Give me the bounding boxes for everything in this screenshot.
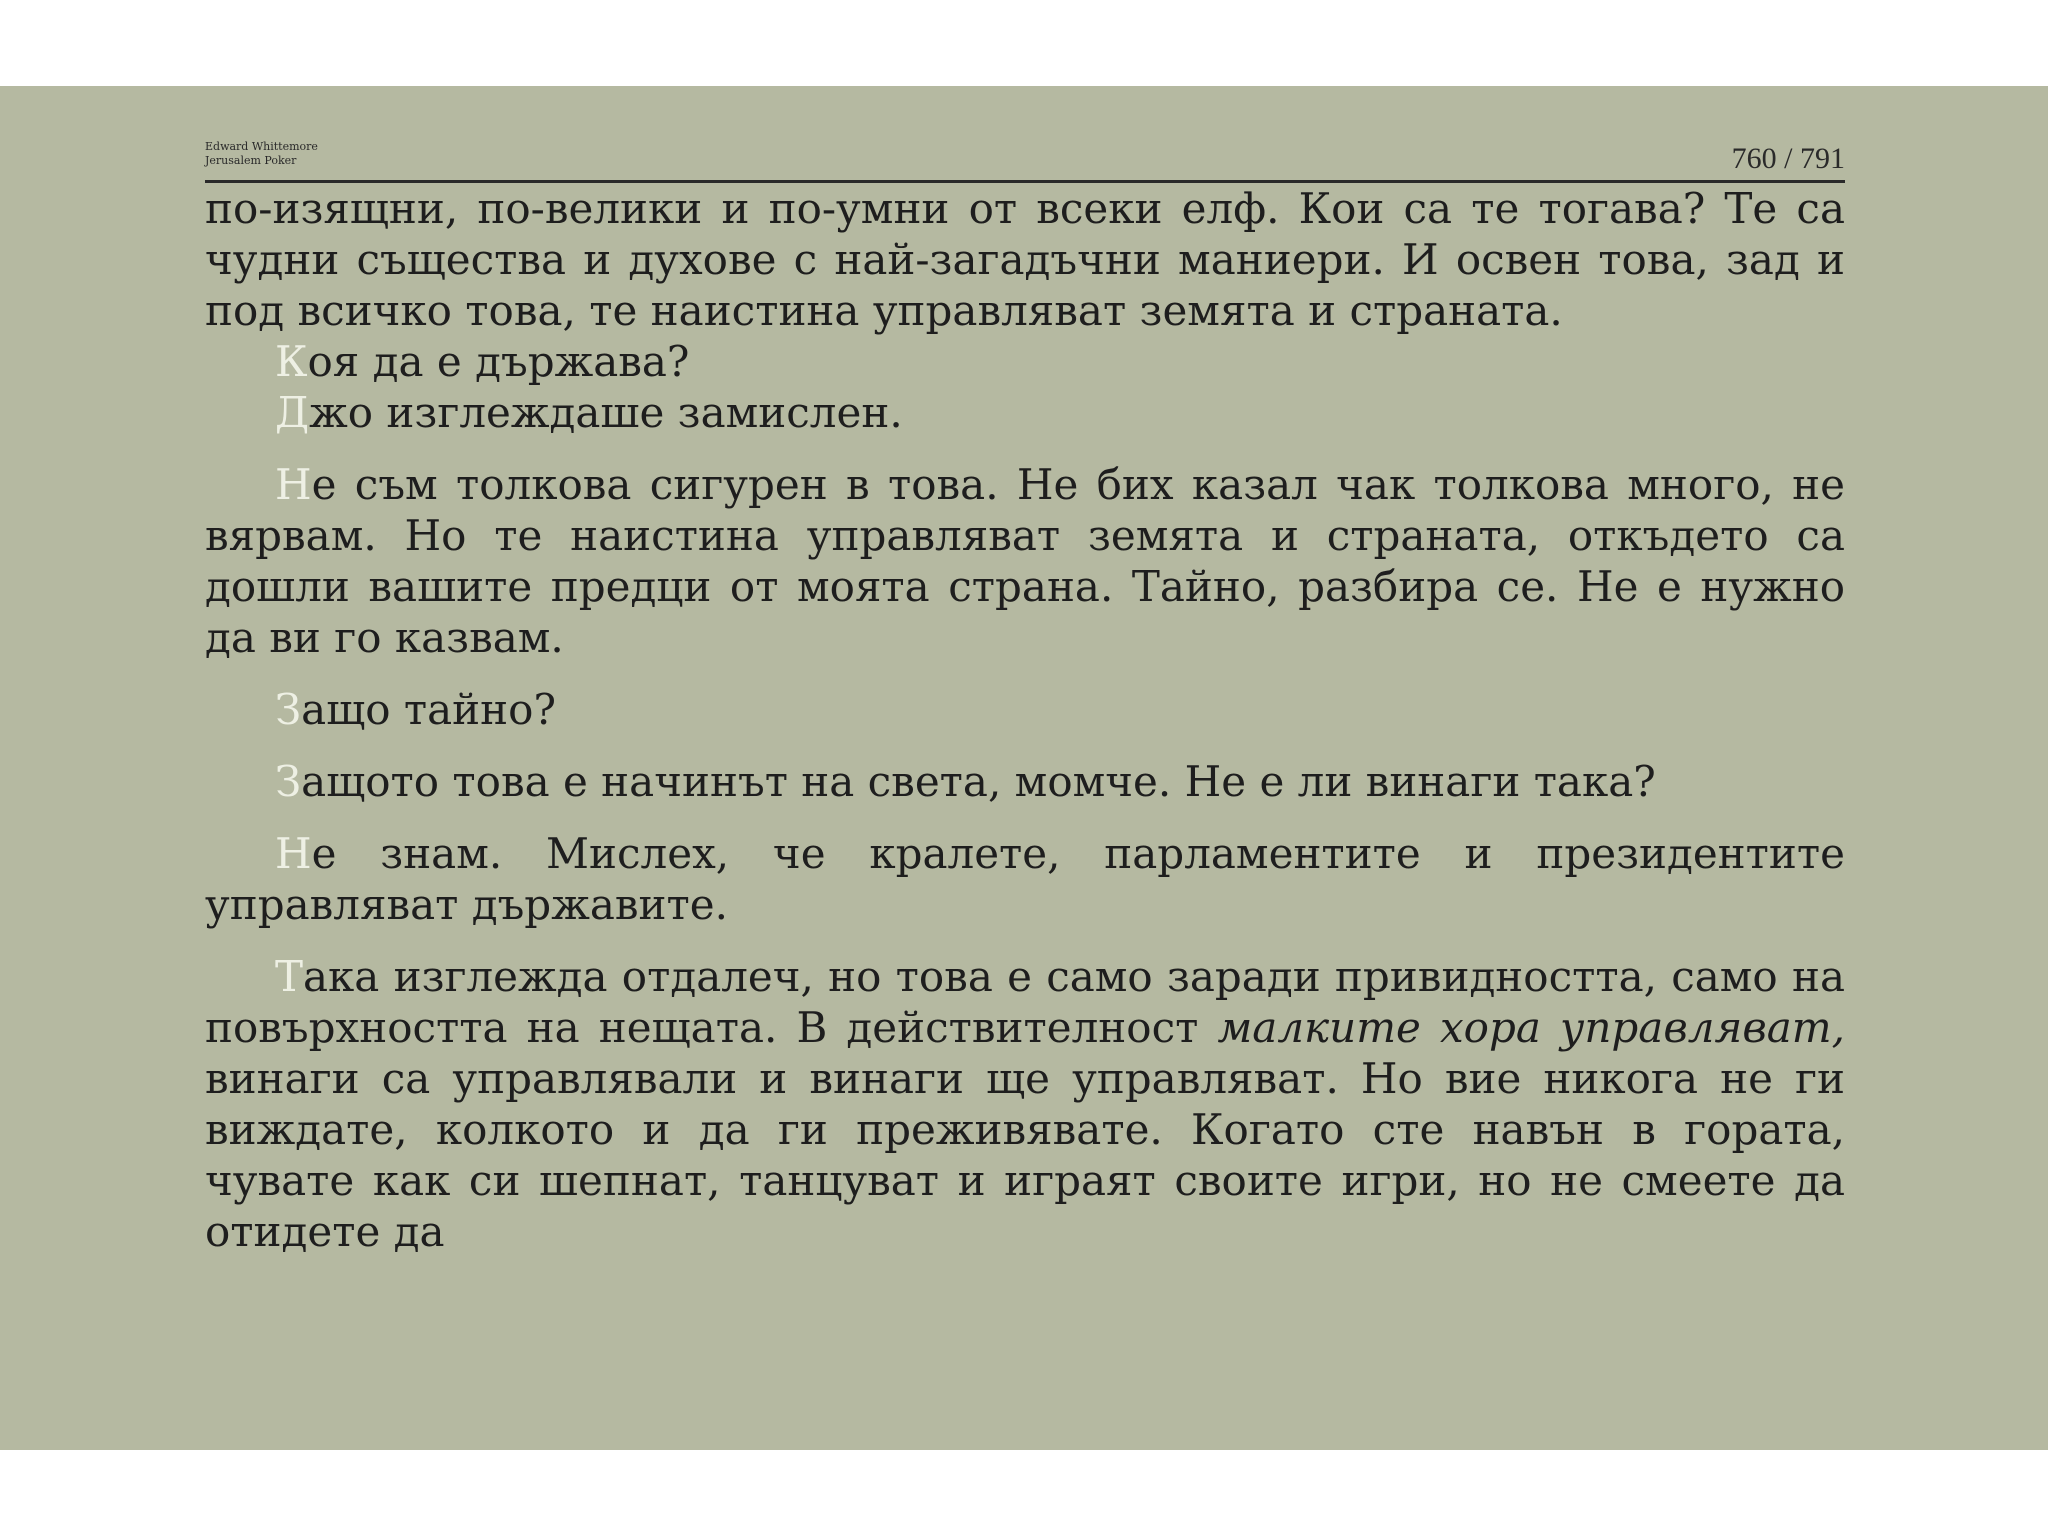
paragraph: Защо тайно? [275,685,556,734]
dialogue-initial: Д [275,388,310,437]
page-text [205,183,1845,1257]
dialogue-initial: Н [275,829,312,878]
paragraph: Не съм толкова сигурен в това. Не бих казал чак толкова много, не вярвам. Но те наистина управляват земята и страната, откъдето са дошли вашите предци от моята страна. Тайно, разбира се. Не е нужно да ви го казвам. [205,460,1845,662]
dialogue-initial: Т [275,952,304,1001]
emphasis: малките хора управляват, [1217,1003,1845,1052]
book-title: Jerusalem Poker [205,154,297,167]
paragraph: по-изящни, по-велики и по-умни от всеки елф. Кои са те тогава? Те са чудни същества и духове с най-загадъчни маниери. И освен това, зад и под всичко това, те наистина управляват земята и страната. [205,184,1845,335]
book-info [205,140,318,168]
dialogue-initial: З [275,685,302,734]
page-indicator: 760 / 791 [1731,142,1845,175]
page-header [205,136,1845,183]
dialogue-initial: Н [275,460,312,509]
paragraph: Защото това е начинът на света, момче. Не е ли винаги така? [275,757,1656,806]
dialogue-initial: К [275,337,308,386]
paragraph: Коя да е държава? [275,337,690,386]
author-name: Edward Whittemore [205,140,318,153]
paragraph: Така изглежда отдалеч, но това е само заради привидността, само на повърхността на нещата. В действителност малките хора управляват, винаги са управлявали и винаги ще управляват. Но вие никога не ги виждате, колкото и да ги преживявате. Когато сте навън в гората, чувате как си шепнат, танцуват и играят своите игри, но не смеете да отидете да [205,952,1845,1256]
dialogue-initial: З [275,757,302,806]
paragraph: Джо изглеждаше замислен. [275,388,903,437]
paragraph: Не знам. Мислех, че кралете, парламентите и президентите управляват държавите. [205,829,1845,929]
